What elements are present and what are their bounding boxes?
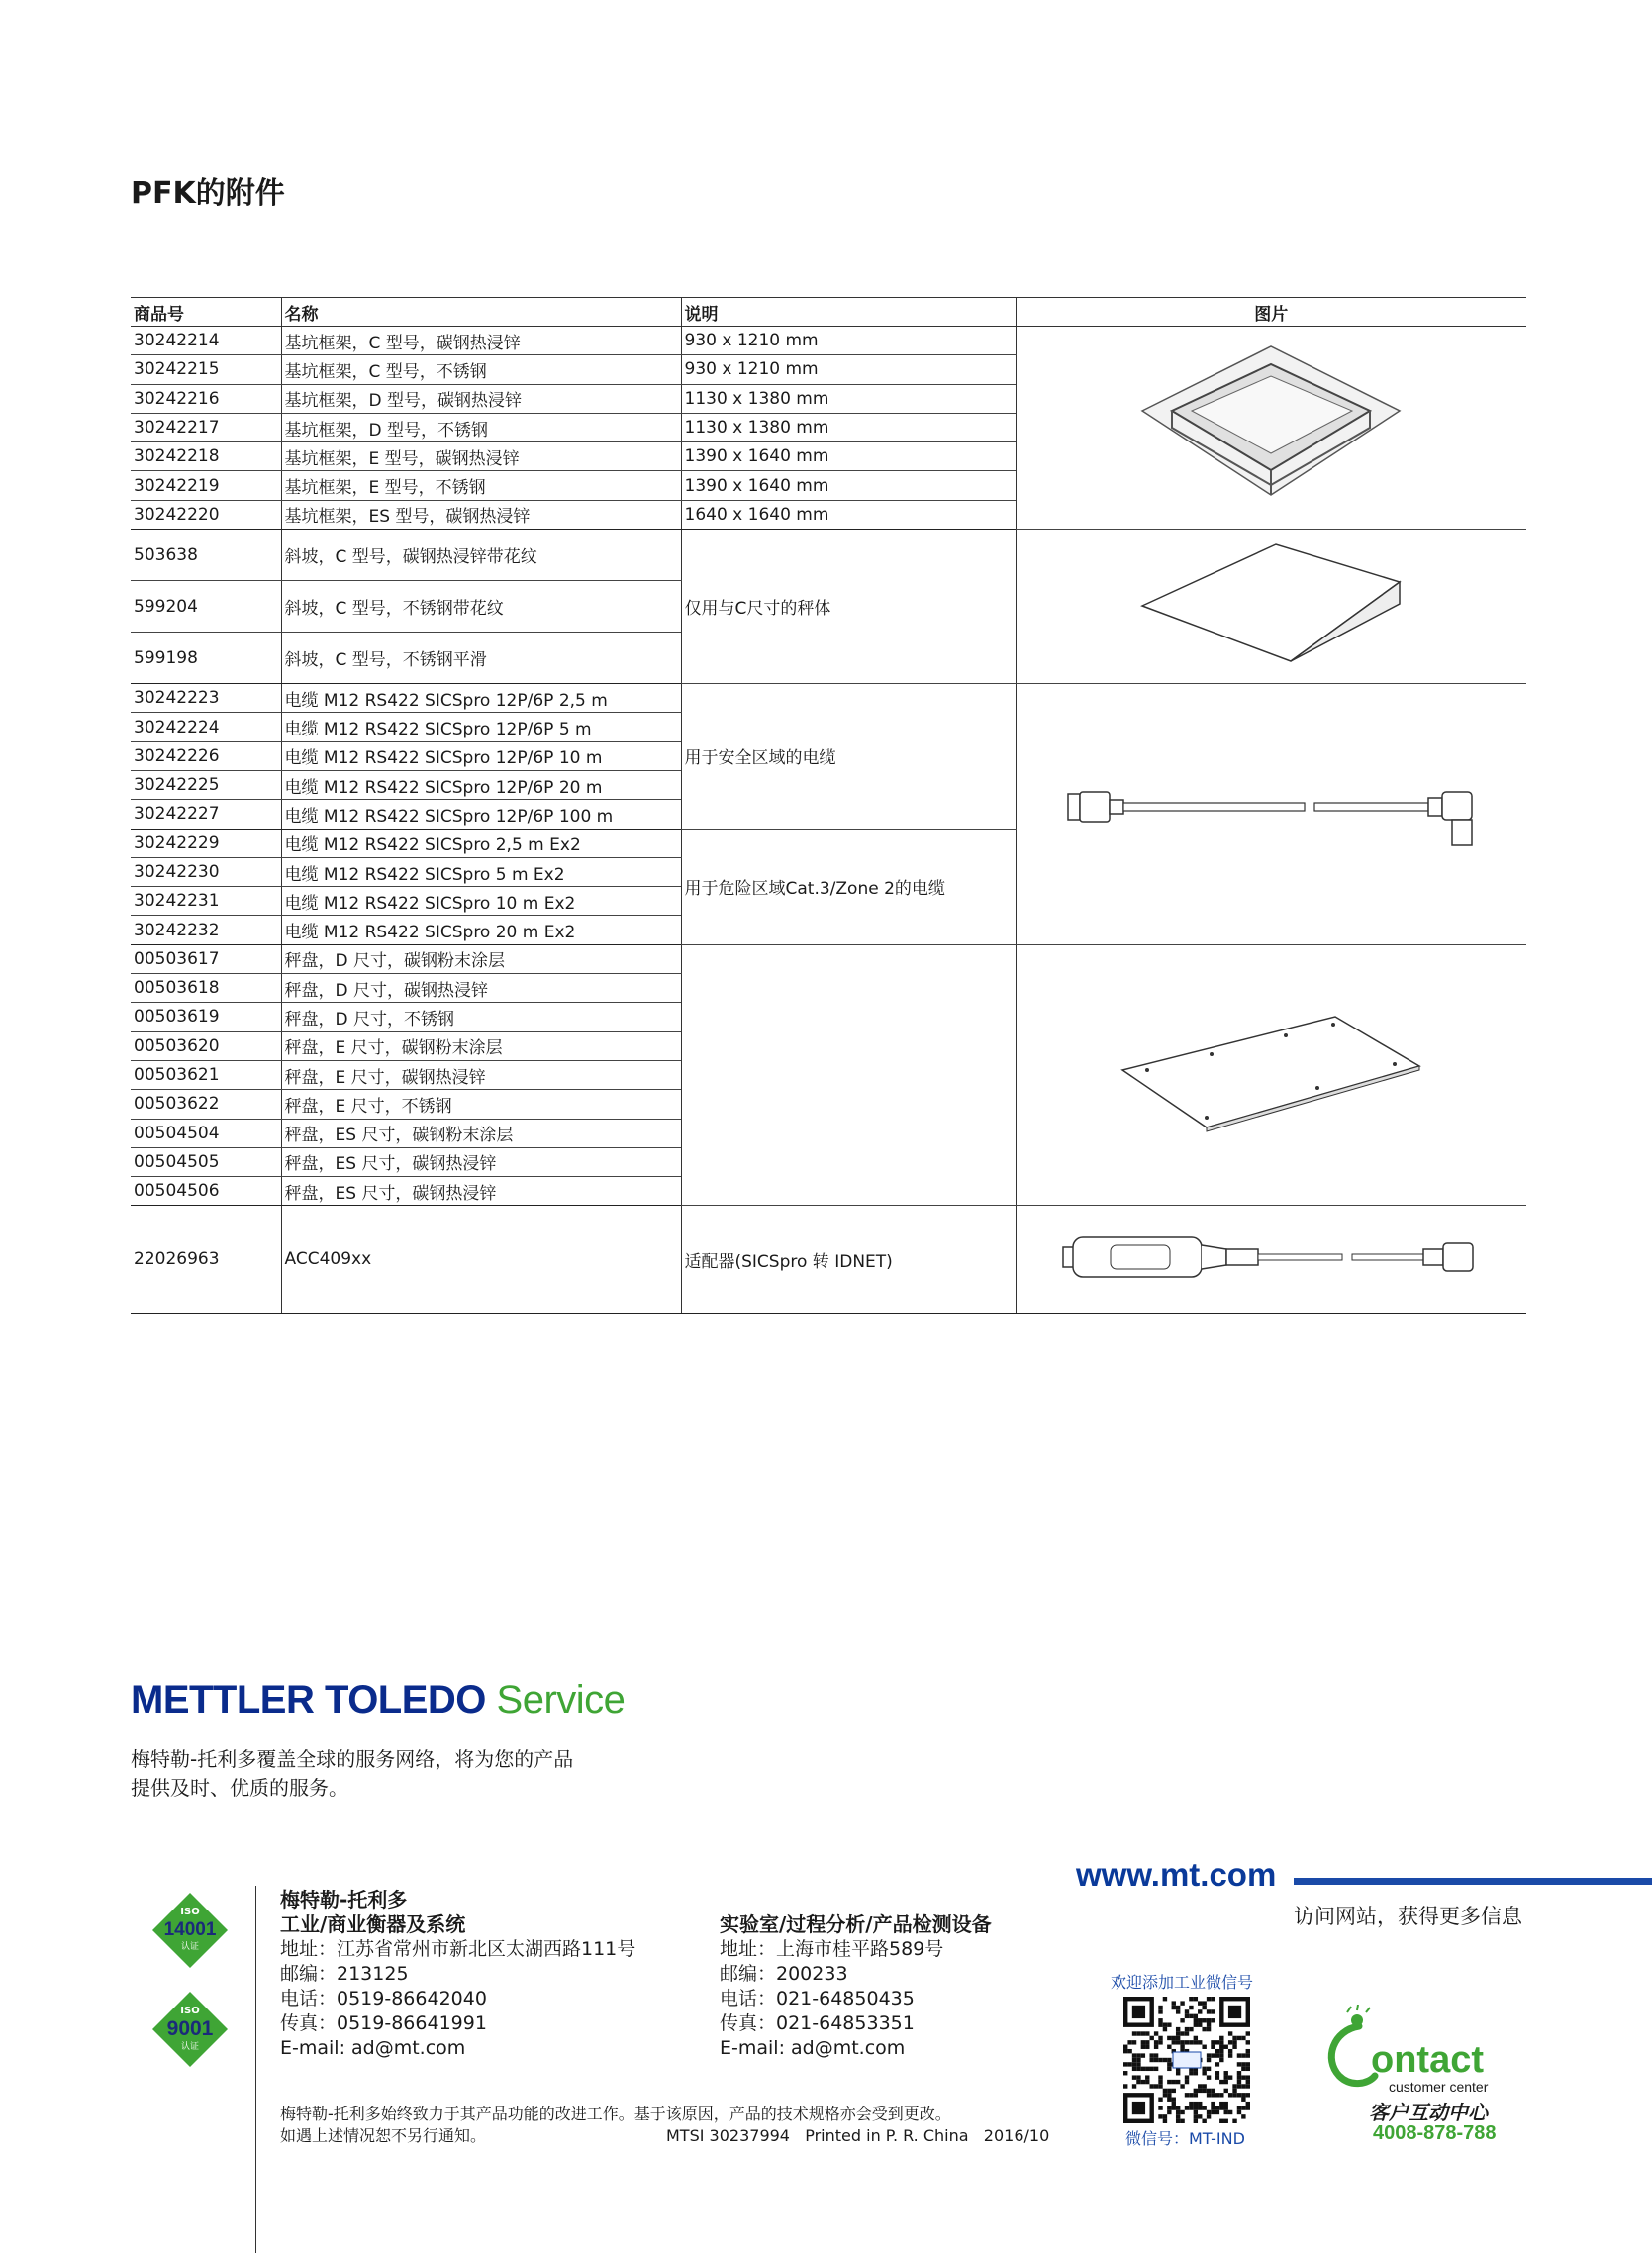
cell-desc: 仅用与C尺寸的秤体 (681, 530, 1016, 684)
cell-code: 30242223 (131, 684, 281, 713)
cell-code: 00503622 (131, 1090, 281, 1119)
cell-code: 00504504 (131, 1119, 281, 1147)
iso-14001-badge (150, 1891, 230, 1970)
cell-desc: 1390 x 1640 mm (681, 471, 1016, 500)
cell-name: ACC409xx (281, 1206, 681, 1314)
lab-phone: 电话：021-64850435 (720, 1988, 915, 2009)
cell-name: 斜坡，C 型号，不锈钢带花纹 (281, 581, 681, 633)
iso2-num: 9001 (166, 2017, 214, 2040)
cell-code: 30242216 (131, 384, 281, 413)
header-code: 商品号 (131, 298, 281, 327)
brand-name: METTLER TOLEDO (131, 1678, 486, 1721)
lab-address (720, 1912, 992, 2061)
cell-code: 30242230 (131, 857, 281, 886)
cell-name: 电缆 M12 RS422 SICSpro 12P/6P 100 m (281, 800, 681, 829)
contact-zh: 客户互动中心 (1369, 2101, 1488, 2124)
table-row (131, 327, 1526, 355)
qr-label: 欢迎添加工业微信号 (1111, 1973, 1254, 1992)
cell-code: 30242231 (131, 887, 281, 916)
cell-name: 秤盘，E 尺寸，碳钢粉末涂层 (281, 1031, 681, 1060)
ind-postcode: 邮编：213125 (280, 1963, 409, 1985)
cell-code: 00503618 (131, 974, 281, 1003)
cell-name: 秤盘，E 尺寸，不锈钢 (281, 1090, 681, 1119)
disclaimer (280, 2104, 1050, 2147)
cell-name: 斜坡，C 型号，不锈钢平滑 (281, 633, 681, 684)
doc-code: MTSI 30237994 Printed in P. R. China 2016/10 (666, 2126, 1050, 2145)
platform-image (1016, 944, 1526, 1206)
cell-code: 30242217 (131, 413, 281, 441)
ind-address: 地址：江苏省常州市新北区太湖西路111号 (280, 1938, 636, 1960)
disclaimer-line-1: 梅特勒-托利多始终致力于其产品功能的改进工作。基于该原因，产品的技术规格亦会受到更改。 (280, 2105, 951, 2123)
cell-code: 503638 (131, 530, 281, 581)
lab-fax: 传真：021-64853351 (720, 2012, 915, 2034)
pit-frame-image (1016, 327, 1526, 530)
iso-9001-badge (150, 1990, 230, 2069)
cell-code: 30242227 (131, 800, 281, 829)
disclaimer-line-2-row (280, 2125, 1050, 2147)
table-row (131, 530, 1526, 581)
cell-desc: 1390 x 1640 mm (681, 442, 1016, 471)
table-row (131, 1206, 1526, 1314)
lab-title: 实验室/过程分析/产品检测设备 (720, 1912, 992, 1936)
cell-code: 30242219 (131, 471, 281, 500)
cell-name: 基坑框架，D 型号，不锈钢 (281, 413, 681, 441)
lab-postcode: 邮编：200233 (720, 1963, 848, 1985)
iso2-top: ISO (180, 2006, 200, 2016)
ind-fax: 传真：0519-86641991 (280, 2012, 487, 2034)
cell-code: 599204 (131, 581, 281, 633)
cell-name: 电缆 M12 RS422 SICSpro 12P/6P 10 m (281, 741, 681, 770)
cell-code: 00503620 (131, 1031, 281, 1060)
lab-address-line: 地址：上海市桂平路589号 (720, 1938, 944, 1960)
cell-desc: 用于安全区域的电缆 (681, 684, 1016, 829)
iso1-bottom: 认证 (180, 1942, 200, 1952)
contact-word: ontact (1371, 2039, 1484, 2081)
cell-code: 30242225 (131, 770, 281, 799)
cell-name: 秤盘，ES 尺寸，碳钢粉末涂层 (281, 1119, 681, 1147)
cell-desc: 1640 x 1640 mm (681, 500, 1016, 529)
table-header-row (131, 298, 1526, 327)
cell-name: 基坑框架，E 型号，碳钢热浸锌 (281, 442, 681, 471)
cell-desc: 1130 x 1380 mm (681, 413, 1016, 441)
cell-name: 秤盘，ES 尺寸，碳钢热浸锌 (281, 1147, 681, 1176)
header-desc: 说明 (681, 298, 1016, 327)
cell-name: 基坑框架，ES 型号，碳钢热浸锌 (281, 500, 681, 529)
cell-name: 秤盘，D 尺寸，不锈钢 (281, 1003, 681, 1031)
cell-name: 秤盘，D 尺寸，碳钢粉末涂层 (281, 944, 681, 973)
cell-code: 30242214 (131, 327, 281, 355)
cell-name: 基坑框架，C 型号，碳钢热浸锌 (281, 327, 681, 355)
cell-name: 秤盘，D 尺寸，碳钢热浸锌 (281, 974, 681, 1003)
lab-email[interactable]: E-mail: ad@mt.com (720, 2037, 906, 2059)
cell-code: 30242215 (131, 355, 281, 384)
ind-title: 工业/商业衡器及系统 (280, 1912, 466, 1936)
cell-desc: 用于危险区域Cat.3/Zone 2的电缆 (681, 829, 1016, 944)
cell-code: 00504506 (131, 1177, 281, 1206)
industrial-address (280, 1888, 635, 2061)
cell-code: 30242232 (131, 916, 281, 944)
blue-bar (1294, 1878, 1652, 1885)
header-name: 名称 (281, 298, 681, 327)
cell-name: 电缆 M12 RS422 SICSpro 20 m Ex2 (281, 916, 681, 944)
cell-desc-empty (681, 944, 1016, 1206)
contact-sub: customer center (1389, 2079, 1489, 2095)
company-name: 梅特勒-托利多 (280, 1888, 408, 1911)
ramp-image (1016, 530, 1526, 684)
cell-desc: 930 x 1210 mm (681, 327, 1016, 355)
contact-center-logo (1312, 2005, 1509, 2099)
visit-text: 访问网站，获得更多信息 (1294, 1905, 1522, 1928)
ind-phone: 电话：0519-86642040 (280, 1988, 487, 2009)
service-text (131, 1745, 573, 1803)
cell-name: 基坑框架，D 型号，碳钢热浸锌 (281, 384, 681, 413)
cell-code: 30242224 (131, 713, 281, 741)
accessories-table (131, 297, 1526, 1314)
iso1-top: ISO (180, 1907, 200, 1917)
table-row (131, 944, 1526, 973)
qr-code-icon (1123, 1997, 1250, 2123)
header-image: 图片 (1016, 298, 1526, 327)
cell-desc: 适配器(SICSpro 转 IDNET) (681, 1206, 1016, 1314)
cell-name: 电缆 M12 RS422 SICSpro 12P/6P 20 m (281, 770, 681, 799)
adapter-image (1016, 1206, 1526, 1314)
cell-name: 秤盘，ES 尺寸，碳钢热浸锌 (281, 1177, 681, 1206)
cell-name: 斜坡，C 型号，碳钢热浸锌带花纹 (281, 530, 681, 581)
iso2-bottom: 认证 (180, 2042, 200, 2052)
qr-subtitle: 微信号：MT-IND (1125, 2129, 1245, 2148)
cell-name: 电缆 M12 RS422 SICSpro 12P/6P 5 m (281, 713, 681, 741)
cell-code: 599198 (131, 633, 281, 684)
cell-code: 22026963 (131, 1206, 281, 1314)
cell-name: 电缆 M12 RS422 SICSpro 12P/6P 2,5 m (281, 684, 681, 713)
cell-name: 电缆 M12 RS422 SICSpro 5 m Ex2 (281, 857, 681, 886)
contact-phone: 4008-878-788 (1373, 2122, 1497, 2144)
brand-service: Service (496, 1678, 626, 1721)
cell-name: 基坑框架，E 型号，不锈钢 (281, 471, 681, 500)
iso1-num: 14001 (163, 1919, 217, 1940)
cell-code: 30242229 (131, 829, 281, 857)
cell-desc: 930 x 1210 mm (681, 355, 1016, 384)
website-link[interactable]: www.mt.com (1076, 1856, 1277, 1893)
cell-name: 秤盘，E 尺寸，碳钢热浸锌 (281, 1060, 681, 1089)
brand-logo (131, 1678, 625, 1722)
cell-code: 00504505 (131, 1147, 281, 1176)
cable-image (1016, 684, 1526, 945)
table-row (131, 684, 1526, 713)
cell-desc: 1130 x 1380 mm (681, 384, 1016, 413)
disclaimer-line-2: 如遇上述情况恕不另行通知。 (280, 2126, 487, 2145)
cell-code: 00503617 (131, 944, 281, 973)
cell-code: 00503619 (131, 1003, 281, 1031)
cell-code: 00503621 (131, 1060, 281, 1089)
cell-name: 基坑框架，C 型号，不锈钢 (281, 355, 681, 384)
cell-code: 30242218 (131, 442, 281, 471)
cell-name: 电缆 M12 RS422 SICSpro 2,5 m Ex2 (281, 829, 681, 857)
page-title: PFK的附件 (131, 176, 285, 211)
ind-email[interactable]: E-mail: ad@mt.com (280, 2037, 466, 2059)
cell-code: 30242226 (131, 741, 281, 770)
service-line-2: 提供及时、优质的服务。 (131, 1776, 348, 1800)
cell-name: 电缆 M12 RS422 SICSpro 10 m Ex2 (281, 887, 681, 916)
footer-divider (255, 1886, 256, 2253)
service-line-1: 梅特勒-托利多覆盖全球的服务网络，将为您的产品 (131, 1747, 574, 1771)
cell-code: 30242220 (131, 500, 281, 529)
